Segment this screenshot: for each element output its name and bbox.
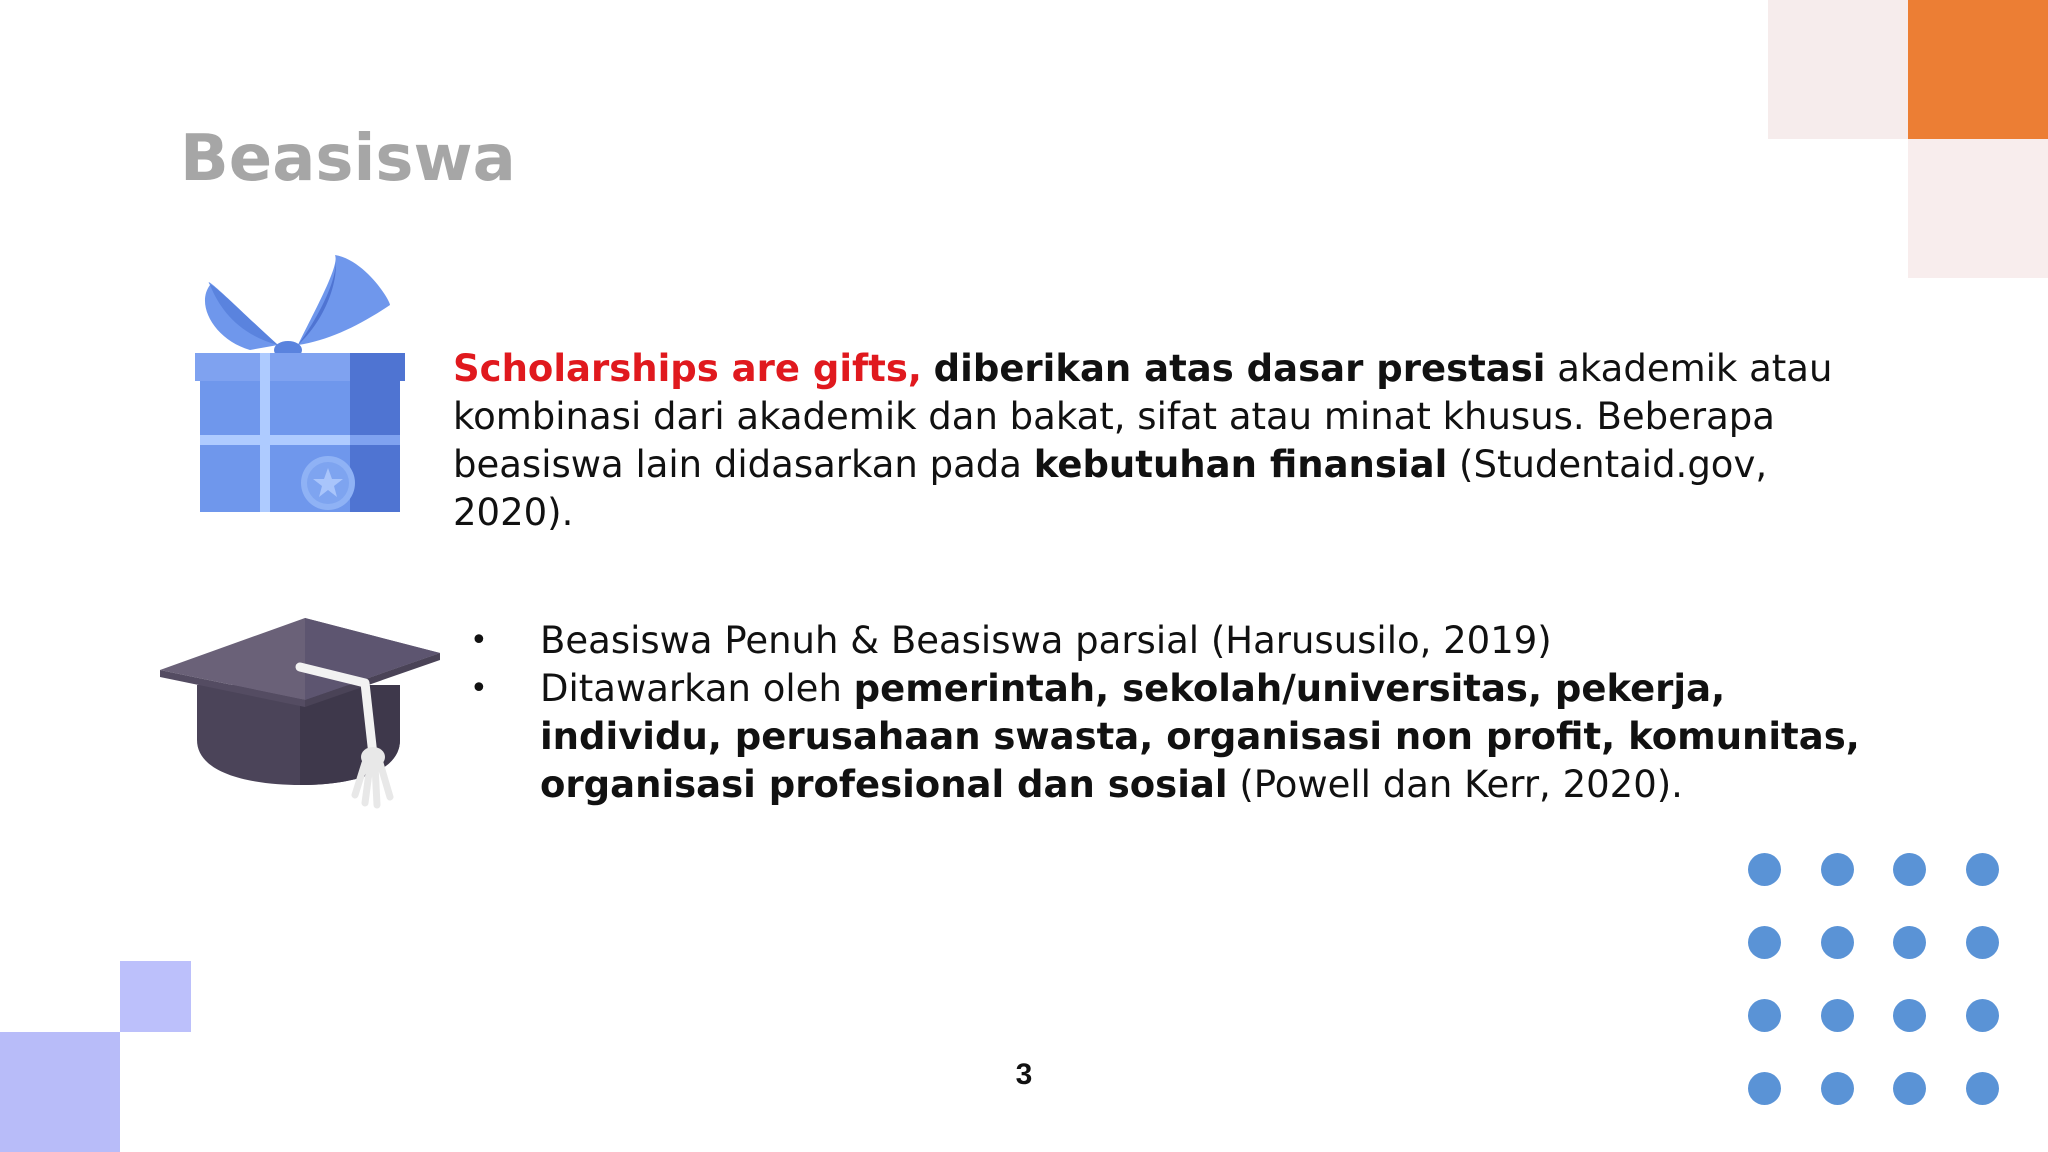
highlight-text: Scholarships are gifts, (453, 347, 922, 390)
body-text: Ditawarkan oleh (540, 667, 842, 710)
citation-text: (Studentaid.gov, 2020). (453, 443, 1768, 534)
definition-paragraph (453, 345, 1853, 537)
decor-dot (1748, 1072, 1781, 1105)
decor-square-pink (1768, 0, 1908, 139)
decor-dot (1966, 999, 1999, 1032)
decor-square-pink-lower (1908, 139, 2048, 278)
bullet-marker: • (470, 623, 488, 658)
decor-dot (1893, 926, 1926, 959)
gift-box-icon (190, 250, 410, 520)
decor-dot (1966, 926, 1999, 959)
decor-square-lavender-large (0, 1032, 120, 1152)
slide-title: Beasiswa (180, 122, 516, 196)
bullet-list (470, 617, 1870, 809)
decor-dot (1893, 999, 1926, 1032)
decor-dot (1893, 853, 1926, 886)
decor-dot (1748, 999, 1781, 1032)
bold-text: diberikan atas dasar prestasi (933, 347, 1546, 390)
list-item (470, 665, 1870, 809)
decor-square-orange (1908, 0, 2048, 139)
decor-dot-grid (1748, 853, 1998, 1103)
bullet-text: Beasiswa Penuh & Beasiswa parsial (Harususilo, 2019) (540, 619, 1552, 662)
decor-dot (1893, 1072, 1926, 1105)
citation-text: (Powell dan Kerr, 2020). (1239, 763, 1683, 806)
decor-dot (1966, 853, 1999, 886)
decor-dot (1821, 853, 1854, 886)
body-text: akademik atau kombinasi dari akademik dan bakat, sifat atau minat khusus. Beberapa beasiswa lain didasarkan pada (453, 347, 1833, 486)
decor-dot (1821, 926, 1854, 959)
decor-square-lavender-small (120, 961, 191, 1032)
graduation-cap-icon (155, 615, 445, 815)
decor-dot (1821, 999, 1854, 1032)
page-number: 3 (1015, 1058, 1033, 1091)
decor-dot (1748, 926, 1781, 959)
decor-dot (1966, 1072, 1999, 1105)
list-item (470, 617, 1870, 665)
bold-text: pemerintah, sekolah/universitas, pekerja, individu, perusahaan swasta, organisasi non profit, komunitas, organisasi profesional dan sosial (540, 667, 1860, 806)
decor-dot (1821, 1072, 1854, 1105)
bullet-marker: • (470, 671, 488, 706)
bullet-text (540, 665, 1870, 809)
decor-dot (1748, 853, 1781, 886)
bold-text: kebutuhan finansial (1033, 443, 1448, 486)
